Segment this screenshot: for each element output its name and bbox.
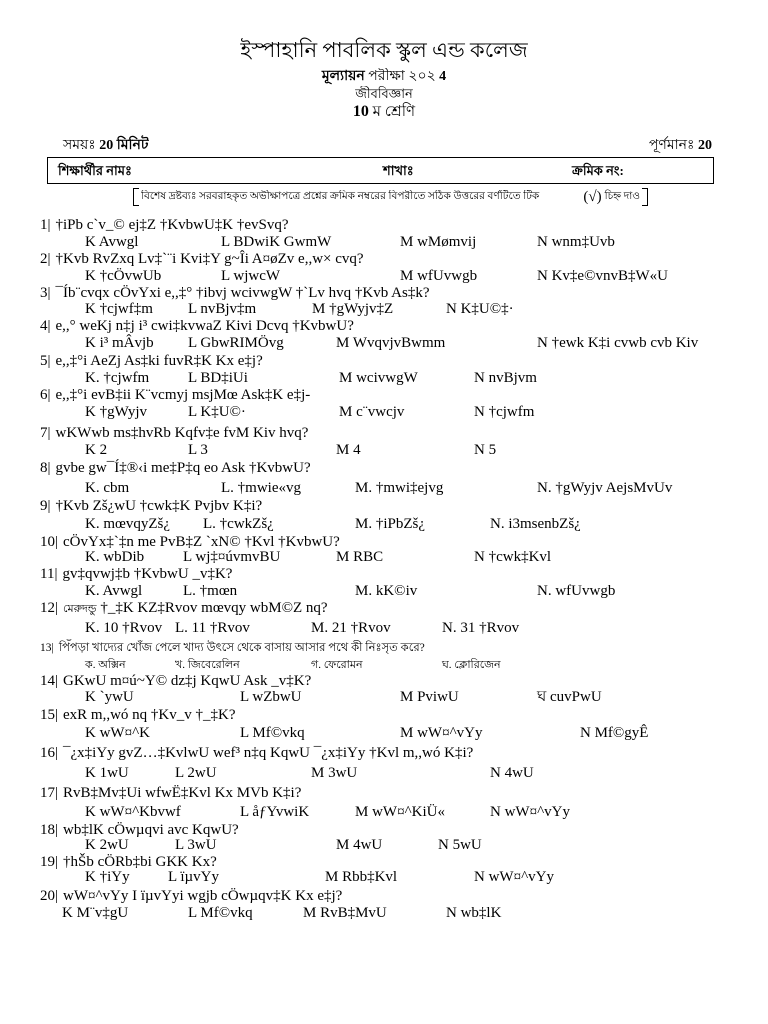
exam-digit: 4 [439, 69, 447, 84]
option-n: N †cjwfm [474, 404, 535, 420]
question-number: 19| [40, 854, 59, 870]
question-text: GKwU m¤ú~Y© dz‡j KqwU Ask _v‡K? [63, 673, 312, 689]
question-number: 8| [40, 460, 51, 476]
option-n: ঘ cuvPwU [537, 689, 602, 705]
question-text: exR m,,wó nq †Kv_v †_‡K? [63, 707, 236, 723]
class-number: 10 [352, 103, 369, 120]
question-text: cÖvYx‡`‡n me PvB‡Z `xN© †Kvl †KvbwU? [63, 534, 340, 550]
option-l: L BD‡iUi [188, 370, 248, 386]
option-l: L Mf©vkq [188, 905, 253, 921]
option-m: M PviwU [400, 689, 459, 705]
option-k: K †iYy [85, 869, 130, 885]
question-16 [40, 744, 473, 762]
exam-title [0, 68, 768, 86]
option-k: K i³ mÂvjb [85, 335, 154, 351]
option-l: L. †mœn [183, 583, 238, 599]
option-n: N nvBjvm [474, 370, 537, 386]
time-value: 20 মিনিট [99, 138, 149, 153]
option-n: N wW¤^vYy [474, 869, 554, 885]
option-l: খ. জিবেরেলিন [175, 659, 240, 671]
question-5 [40, 352, 263, 370]
question-text: ¯¿x‡iYy gvZ…‡KvlwU wef³ n‡q KqwU ¯¿x‡iYy †Kvl m,,wó K‡i? [63, 745, 474, 761]
option-n: N 4wU [490, 765, 534, 781]
option-m: M wMømvij [400, 234, 477, 250]
question-15 [40, 706, 236, 724]
question-text: gv‡qvwj‡b †KvbwU _v‡K? [62, 566, 233, 582]
option-l: L. †mwie«vg [221, 480, 301, 496]
option-n: N. wfUvwgb [537, 583, 616, 599]
school-name: ইস্পাহানি পাবলিক স্কুল এন্ড কলেজ [240, 38, 528, 62]
exam-text: পরীক্ষা ২০২ [368, 69, 436, 84]
instruction-tail: চিহ্ন দাও [604, 191, 640, 202]
question-text: e,,‡°i evB‡ii K¨vcmyj msjMœ Ask‡K e‡j- [55, 387, 311, 403]
option-m: M 4 [336, 442, 361, 458]
question-2 [40, 250, 364, 268]
option-m: M wcivwgW [339, 370, 418, 386]
tick-mark: (√) [583, 189, 602, 205]
question-20 [40, 887, 342, 905]
option-m: M. 21 †Rvov [311, 620, 391, 636]
option-l: L. 11 †Rvov [175, 620, 250, 636]
option-k: K 2 [85, 442, 108, 458]
question-text: †Kvb RvZxq Lv‡`¨i Kvi‡Y g~Îi A¤øZv e,,w× cvq? [55, 251, 364, 267]
option-k: K. cbm [85, 480, 130, 496]
option-m: M wfUvwgb [400, 268, 478, 284]
option-n: ঘ. ক্লোরিজেন [442, 659, 501, 671]
section-label: শাখাঃ [383, 163, 414, 178]
option-n: N 5 [474, 442, 497, 458]
question-11 [40, 565, 232, 583]
subject-name: জীববিজ্ঞান [355, 86, 413, 101]
question-number: 3| [40, 285, 51, 301]
full-marks [649, 137, 712, 155]
question-7 [40, 424, 308, 442]
option-m: M wW¤^KiÜ« [355, 804, 445, 820]
option-n: N. 31 †Rvov [442, 620, 520, 636]
question-text: †Kvb Zš¿wU †cwk‡K Pvjbv K‡i? [55, 498, 263, 514]
option-m: M †gWyjv‡Z [312, 301, 394, 317]
option-m: M WvqvjvBwmm [336, 335, 446, 351]
option-m: M. †iPbZš¿ [355, 516, 426, 532]
student-name-label: শিক্ষার্থীর নামঃ [58, 163, 132, 178]
option-n: N K‡U©‡· [446, 301, 514, 317]
option-m: M 3wU [311, 765, 358, 781]
option-l: L K‡U©· [188, 404, 246, 420]
bracket-left [133, 188, 139, 206]
option-l: L 2wU [175, 765, 217, 781]
question-text: ¯Íb¨cvqx cÖvYxi e,,‡° †ibvj wcivwgW †`Lv hvq †Kvb As‡k? [55, 285, 430, 301]
question-text: †hŠb cÖRb‡bi GKK Kx? [63, 854, 217, 870]
option-n: N Kv‡e©vnvB‡W«U [537, 268, 668, 284]
option-k: K †cÖvwUb [85, 268, 162, 284]
question-9 [40, 497, 262, 515]
question-text: †iPb c`v_© ej‡Z †KvbwU‡K †evSvq? [55, 217, 289, 233]
option-k: K 2wU [85, 837, 129, 853]
question-number: 14| [40, 673, 59, 689]
question-text: e,,° weKj n‡j i³ cwi‡kvwaZ Kivi Dcvq †KvbwU? [55, 318, 354, 334]
question-17 [40, 784, 301, 802]
option-n: N. †gWyjv AejsMvUv [537, 480, 673, 496]
option-m: M RvB‡MvU [303, 905, 387, 921]
option-k: K. mœvqyZš¿ [85, 516, 170, 532]
option-l: L wZbwU [240, 689, 302, 705]
class-suffix: ম শ্রেণি [372, 104, 416, 120]
question-text: gvbe gw¯Í‡®‹i me‡P‡q eo Ask †KvbwU? [55, 460, 311, 476]
option-l: L. †cwkZš¿ [203, 516, 274, 532]
question-text: পিঁপড়া খাদ্যের খোঁজ পেলে খাদ্য উৎসে থেকে বাসায় আসার পথে কী নিঃসৃত করে? [58, 642, 425, 654]
question-text: RvB‡Mv‡Ui wfwË‡Kvl Kx MVb K‡i? [63, 785, 302, 801]
question-6 [40, 386, 310, 404]
question-8 [40, 459, 311, 477]
question-number: 18| [40, 822, 59, 838]
question-number: 10| [40, 534, 59, 550]
option-n: N wnm‡Uvb [537, 234, 615, 250]
question-number: 16| [40, 745, 59, 761]
option-k: K wW¤^Kbvwf [85, 804, 181, 820]
option-k: K wW¤^K [85, 725, 150, 741]
option-m: M RBC [336, 549, 384, 565]
question-number: 17| [40, 785, 59, 801]
option-n: N wW¤^vYy [490, 804, 570, 820]
option-n: N †ewk K‡i cvwb cvb Kiv [537, 335, 699, 351]
question-4 [40, 317, 354, 335]
question-number: 9| [40, 498, 51, 514]
question-number: 4| [40, 318, 51, 334]
option-l: L 3wU [175, 837, 217, 853]
exam-label: মূল্যায়ন [321, 69, 365, 84]
class-label [0, 102, 768, 122]
instruction-text: বিশেষ দ্রষ্টব্যঃ সরবরাহকৃত অভীক্ষাপত্রে প্রশ্নের ক্রমিক নম্বরের বিপরীতে সঠিক উত্তরের বর্ণটিতে টিক [141, 191, 540, 202]
option-m: M. kK©iv [355, 583, 418, 599]
option-k: K 1wU [85, 765, 129, 781]
option-n: N 5wU [438, 837, 482, 853]
option-m: M c¨vwcjv [339, 404, 405, 420]
bracket-right [642, 188, 648, 206]
option-k: K M¨v‡gU [62, 905, 129, 921]
time-label: সময়ঃ [63, 138, 96, 153]
option-k: K. wbDib [85, 549, 145, 565]
question-text: e,,‡°i AeZj As‡ki fuvR‡K Kx e‡j? [55, 353, 263, 369]
option-m: M Rbb‡Kvl [325, 869, 398, 885]
question-number: 7| [40, 425, 51, 441]
option-k: K †cjwf‡m [85, 301, 153, 317]
question-number: 12| [40, 600, 59, 616]
option-l: L wjwcW [221, 268, 281, 284]
option-n: N. i3msenbZš¿ [490, 516, 581, 532]
option-k: K `ywU [85, 689, 134, 705]
option-k: K Avwgl [85, 234, 139, 250]
option-l: L åƒYvwiK [240, 804, 310, 820]
option-k: K. †cjwfm [85, 370, 150, 386]
roll-label: ক্রমিক নং: [572, 163, 624, 178]
question-1 [40, 216, 289, 234]
question-text: †_‡K KZ‡Rvov mœvqy wbM©Z nq? [100, 600, 328, 616]
option-n: N †cwk‡Kvl [474, 549, 552, 565]
option-k: K. Avwgl [85, 583, 143, 599]
question-text: wKWwb ms‡hvRb Kqfv‡e fvM Kiv hvq? [55, 425, 309, 441]
question-number: 11| [40, 566, 58, 582]
option-k: K. 10 †Rvov [85, 620, 163, 636]
time-allowed [63, 137, 149, 155]
option-l: L GbwRIMÖvg [188, 335, 284, 351]
question-number: 5| [40, 353, 51, 369]
option-m: M wW¤^vYy [400, 725, 483, 741]
instruction-note [133, 186, 648, 208]
option-l: L BDwiK GwmW [221, 234, 332, 250]
marks-value: 20 [698, 138, 712, 153]
marks-label: পূর্ণমানঃ [648, 138, 695, 153]
option-m: M 4wU [336, 837, 383, 853]
option-l: L Mf©vkq [240, 725, 305, 741]
question-number: 15| [40, 707, 59, 723]
option-n: N wb‡lK [446, 905, 502, 921]
question-number: 20| [40, 888, 59, 904]
option-m: গ. ফেরোমন [311, 659, 363, 671]
student-info-box [47, 157, 714, 184]
question-13 [40, 639, 425, 657]
option-m: M. †mwi‡ejvg [355, 480, 444, 496]
question-number: 2| [40, 251, 51, 267]
option-l: L 3 [188, 442, 208, 458]
question-text: wb‡lK cÖwµqvi avc KqwU? [63, 822, 239, 838]
question-text: wW¤^vYy I ïµvYyi wgjb cÖwµqv‡K Kx e‡j? [63, 888, 343, 904]
option-n: N Mf©gyÊ [580, 725, 649, 741]
option-l: L wj‡¤úvmvBU [183, 549, 281, 565]
question-number: 13| [40, 642, 54, 654]
question-prefix: মেরুদন্ডু [63, 603, 97, 615]
option-l: L nvBjv‡m [188, 301, 257, 317]
option-k: ক. অক্সিন [85, 659, 126, 671]
question-number: 1| [40, 217, 51, 233]
option-l: L ïµvYy [168, 869, 219, 885]
question-number: 6| [40, 387, 51, 403]
option-k: K †gWyjv [85, 404, 148, 420]
question-12 [40, 599, 328, 618]
